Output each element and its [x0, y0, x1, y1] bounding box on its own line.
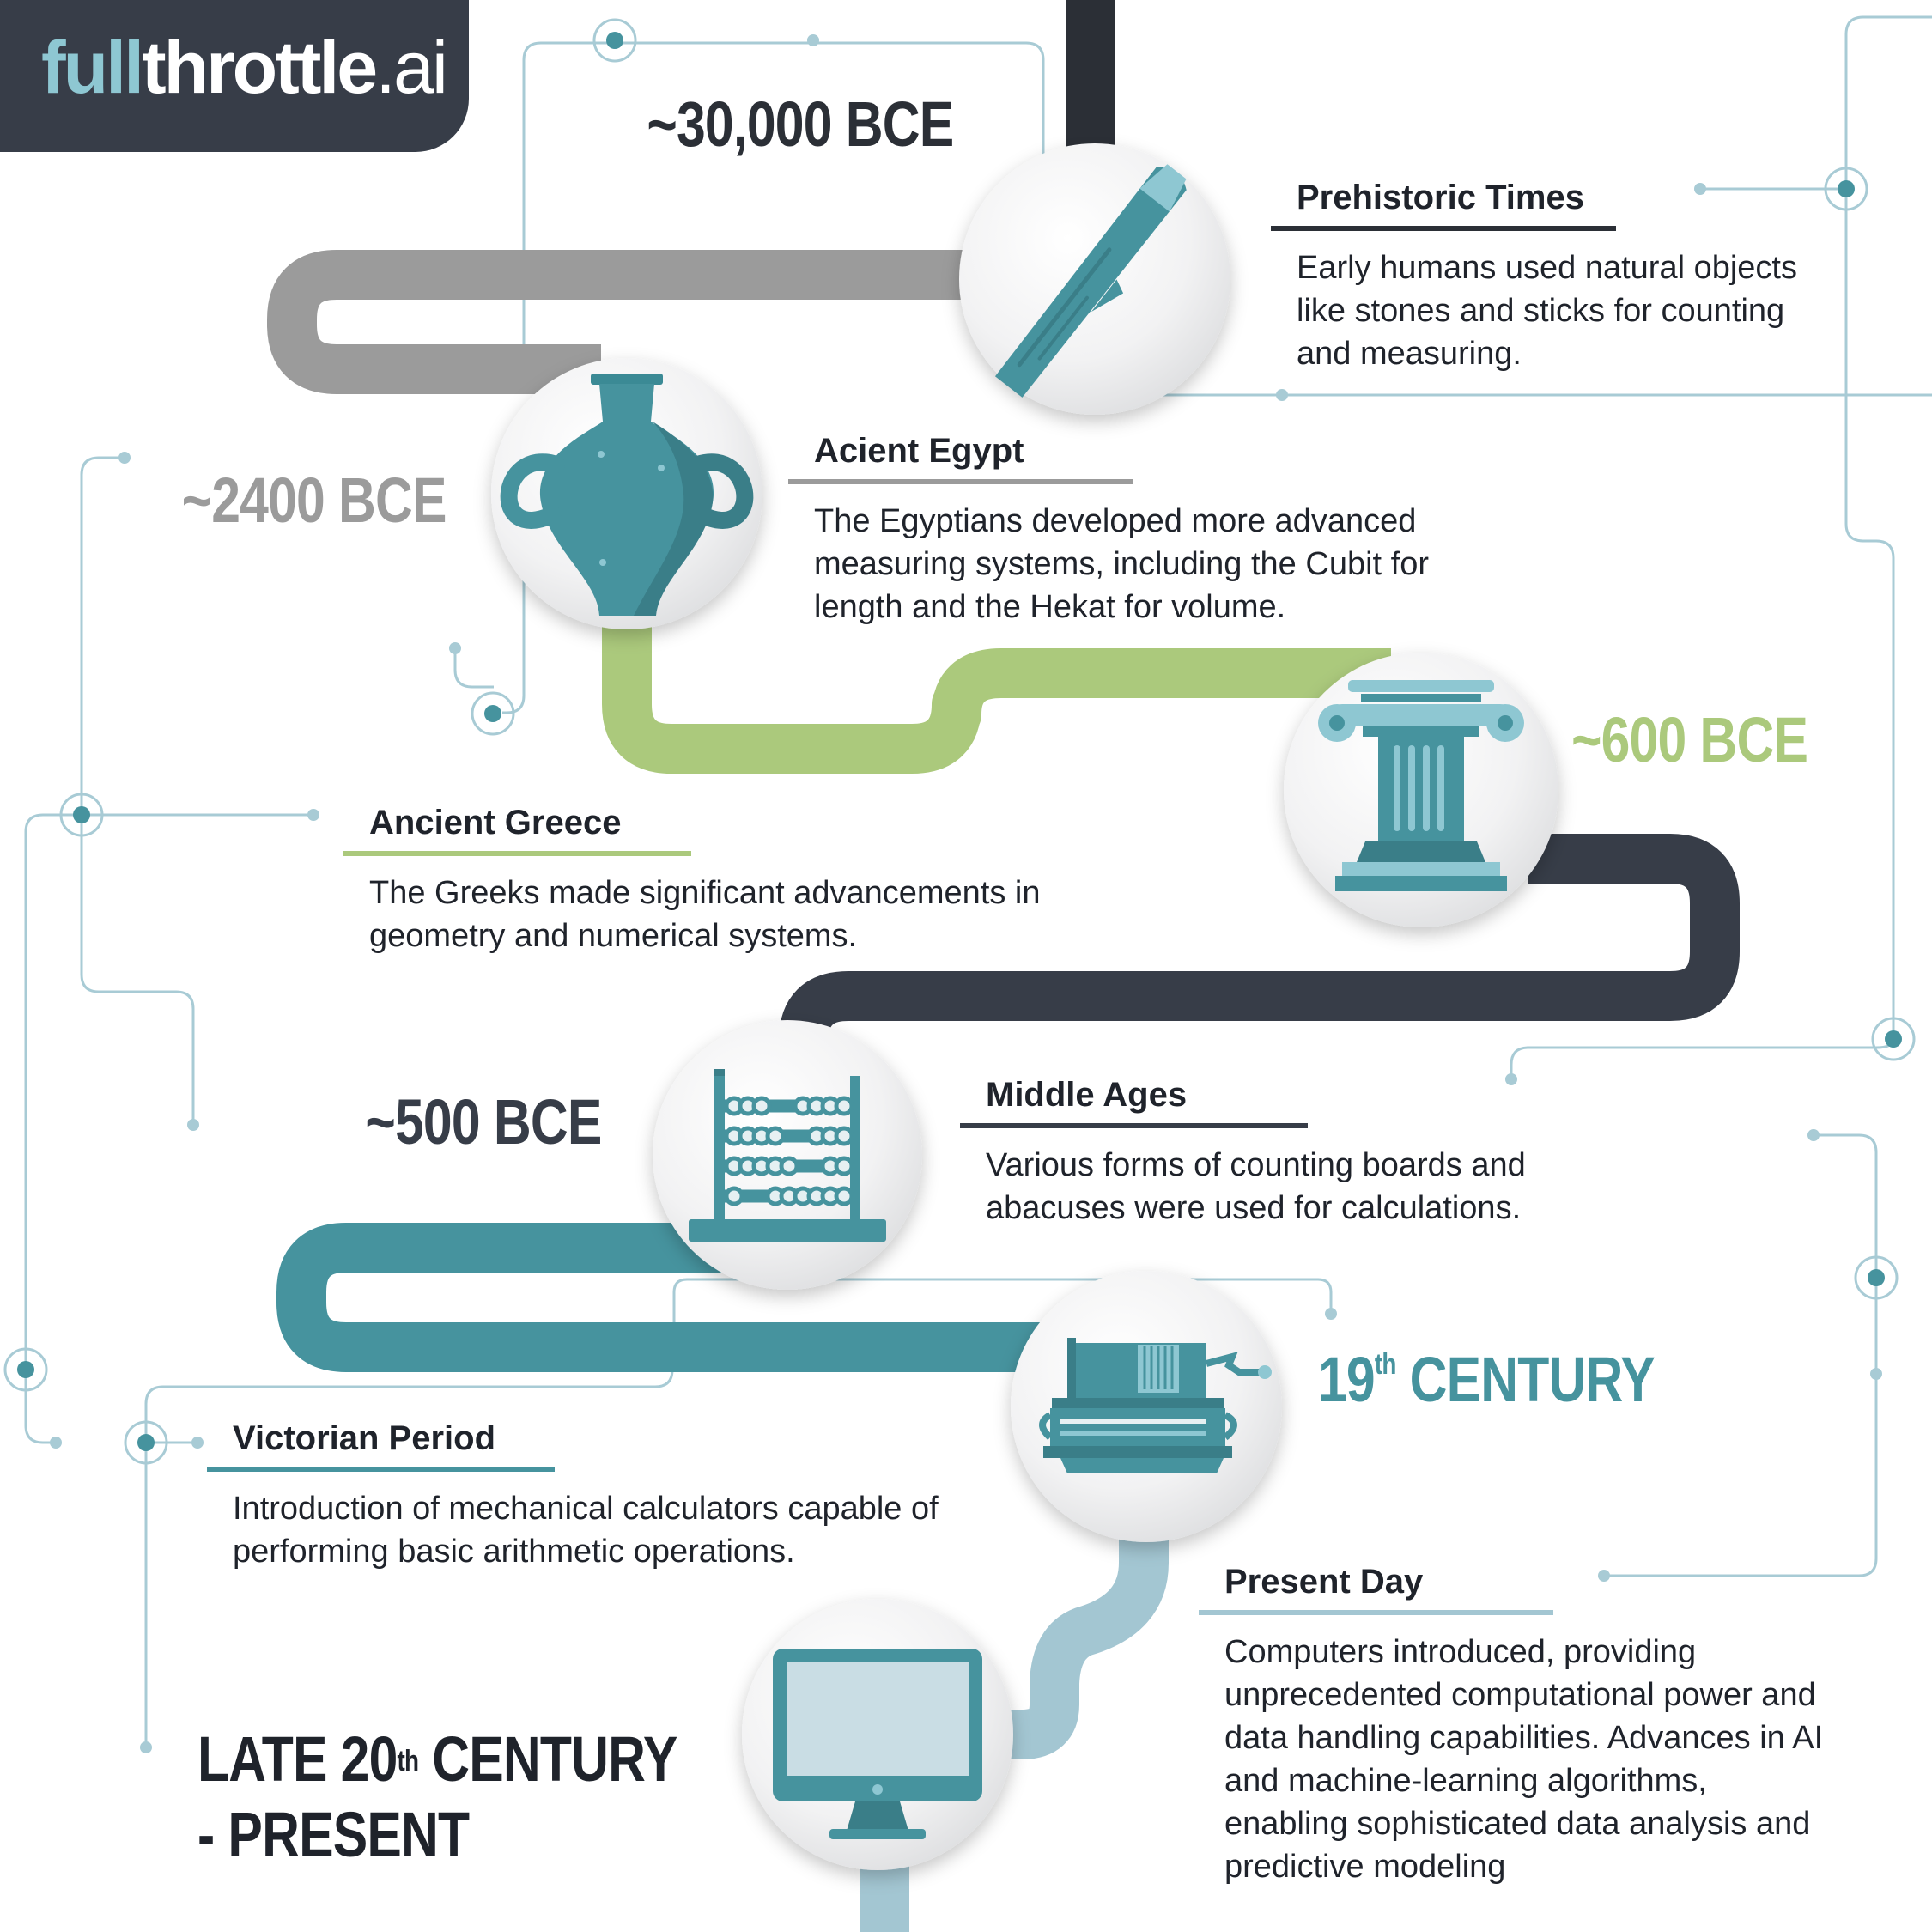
logo-word-full: full — [41, 27, 142, 109]
track-segment-egypt — [292, 275, 996, 369]
era-late20-main: LATE 20 — [197, 1723, 398, 1795]
track-segment-victorian — [301, 1248, 1073, 1347]
event-description: The Greeks made significant advancements in geometry and numerical systems. — [369, 875, 1041, 954]
era-19th-main: 19 — [1318, 1344, 1375, 1415]
event-description: Computers introduced, providing unprecedented computational power and data handling capabilities. Advances in AI and machine-learning algorithms, enabling sophisticated data analysis and predictive modeling — [1224, 1634, 1824, 1885]
event-card-prehistoric — [1271, 180, 1906, 375]
era-late20-rest: CENTURY — [418, 1723, 677, 1795]
brand-logo — [0, 0, 469, 152]
event-title: Prehistoric Times — [1297, 179, 1584, 216]
event-title: Victorian Period — [233, 1419, 496, 1457]
event-title-underline — [207, 1467, 555, 1472]
era-label-2400-bce: ~2400 BCE — [181, 465, 447, 536]
era-late20-line2: - PRESENT — [197, 1799, 470, 1870]
event-title-underline — [1271, 226, 1616, 231]
event-card-egypt — [788, 434, 1578, 629]
logo-word-throttle: throttle — [141, 27, 376, 109]
event-title-underline — [343, 851, 691, 856]
event-title-underline — [788, 479, 1133, 484]
event-description: Early humans used natural objects like stones and sticks for counting and measuring. — [1297, 250, 1797, 372]
event-title: Ancient Greece — [369, 804, 622, 841]
event-card-greece — [343, 805, 1133, 957]
era-label-500-bce: ~500 BCE — [364, 1086, 601, 1157]
logo-word-ai: .ai — [375, 27, 446, 109]
event-title-underline — [1199, 1610, 1553, 1615]
event-title: Acient Egypt — [814, 432, 1024, 470]
era-label-19th-century — [1318, 1344, 1655, 1415]
era-label-600-bce: ~600 BCE — [1571, 704, 1808, 775]
era-label-late-20th-century — [197, 1722, 677, 1873]
event-description: Various forms of counting boards and abacuses were used for calculations. — [986, 1147, 1526, 1226]
event-card-present — [1199, 1564, 1911, 1888]
event-card-middle-ages — [960, 1078, 1681, 1230]
event-description: Introduction of mechanical calculators capable of performing basic arithmetic operations. — [233, 1491, 939, 1570]
brand-logo-text — [41, 27, 446, 109]
era-19th-rest: CENTURY — [1395, 1344, 1655, 1415]
event-title: Present Day — [1224, 1563, 1424, 1601]
era-label-30000-bce: ~30,000 BCE — [647, 88, 953, 160]
event-title: Middle Ages — [986, 1076, 1188, 1114]
event-description: The Egyptians developed more advanced measuring systems, including the Cubit for length and the Hekat for volume. — [814, 503, 1429, 625]
era-19th-sup: th — [1374, 1348, 1396, 1381]
event-title-underline — [960, 1123, 1308, 1128]
era-late20-sup: th — [397, 1745, 419, 1777]
event-card-victorian — [207, 1421, 980, 1573]
